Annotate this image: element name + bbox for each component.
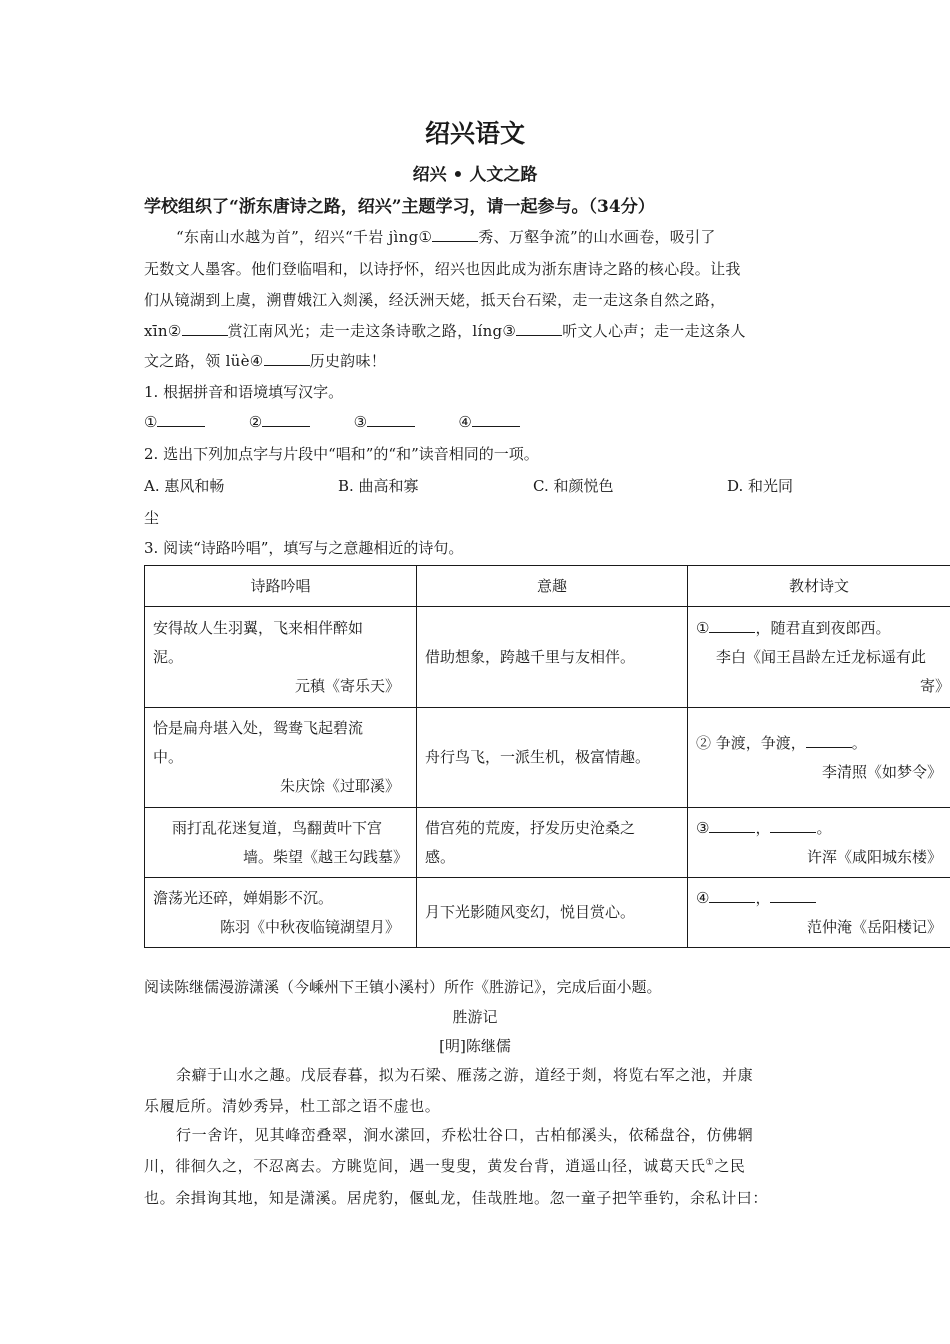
- poem-table: [144, 565, 950, 948]
- reading-line: 余癖于山水之趣。戊辰春暮，拟为石梁、雁荡之游，道经于剡，将览右军之池，并康: [176, 1066, 754, 1084]
- page-title: 绍兴语文: [424, 119, 525, 148]
- meaning-cell: 月下光影随风变幻，悦目赏心。: [417, 878, 688, 948]
- q2-prompt: 2. 选出下列加点字与片段中“唱和”的“和”读音相同的一项。: [144, 445, 539, 463]
- answer-blank[interactable]: [806, 733, 852, 748]
- q2-option-d[interactable]: D. 和光同: [727, 477, 794, 495]
- table-row: [145, 878, 950, 948]
- text-cell: ③ ， 。 许浑《咸阳城东楼》: [688, 808, 950, 878]
- poem-cell: 澹荡光还碎，婵娟影不沉。 陈羽《中秋夜临镜湖望月》: [145, 878, 417, 948]
- answer-blank[interactable]: [709, 618, 755, 633]
- table-header-row: [145, 566, 950, 607]
- reading-line: 川，徘徊久之，不忍离去。方眺览间，遇一叟叟，黄发台背，逍遥山径，诚葛天氏①之民: [144, 1157, 746, 1175]
- passage-line-2: 无数文人墨客。他们登临唱和，以诗抒怀，绍兴也因此成为浙东唐诗之路的核心段。让我: [144, 260, 741, 278]
- text-cell: ② 争渡，争渡， 。 李清照《如梦令》: [688, 708, 950, 808]
- meaning-cell: 借助想象，跨越千里与友相伴。: [417, 607, 688, 708]
- q2-option-b[interactable]: B. 曲高和寡: [338, 477, 419, 495]
- column-header: 教材诗文: [688, 566, 950, 607]
- poem-cell: 恰是扁舟堪入处，鸳鸯飞起碧流 中。 朱庆馀《过耶溪》: [145, 708, 417, 808]
- answer-blank[interactable]: [770, 888, 816, 903]
- column-header: 诗路吟唱: [145, 566, 417, 607]
- table-row: [145, 607, 950, 708]
- answer-blank[interactable]: [709, 888, 755, 903]
- reading-line: 乐履卮所。清妙秀异，杜工部之语不虚也。: [144, 1097, 441, 1115]
- q2-option-a[interactable]: A. 惠风和畅: [144, 477, 225, 495]
- poem-cell: 安得故人生羽翼，飞来相伴醉如 泥。 元稹《寄乐天》: [145, 607, 417, 708]
- reading-intro: 阅读陈继儒漫游潇溪（今嵊州下王镇小溪村）所作《胜游记》，完成后面小题。: [144, 978, 662, 996]
- answer-blank[interactable]: [709, 818, 755, 833]
- q2-option-d-continued: 尘: [144, 509, 160, 527]
- answer-blank[interactable]: [770, 818, 816, 833]
- meaning-cell: 舟行鸟飞，一派生机，极富情趣。: [417, 708, 688, 808]
- q3-prompt: 3. 阅读“诗路吟唱”，填写与之意趣相近的诗句。: [144, 539, 464, 557]
- q1-blank-3[interactable]: ③: [354, 412, 454, 431]
- passage-line-5: 文之路，领 lüè④ 历史韵味！: [144, 352, 387, 370]
- reading-author: [明]陈继儒: [439, 1037, 511, 1055]
- blank-4[interactable]: [264, 351, 310, 366]
- passage-line-1: “东南山水越为首”，绍兴“千岩 jìng① 秀、万壑争流”的山水画卷，吸引了: [176, 228, 716, 246]
- column-header: 意趣: [417, 566, 688, 607]
- q1-blank-1[interactable]: ①: [144, 412, 244, 431]
- meaning-cell: 借宫苑的荒废，抒发历史沧桑之 感。: [417, 808, 688, 878]
- section-heading: 学校组织了“浙东唐诗之路，绍兴”主题学习，请一起参与。（34分）: [144, 197, 655, 217]
- poem-cell: 雨打乱花迷复道，鸟翻黄叶下宫 墙。柴望《越王勾践墓》: [145, 808, 417, 878]
- passage-line-4: xīn② 赏江南风光；走一走这条诗歌之路，líng③ 听文人心声；走一走这条人: [144, 322, 746, 340]
- table-row: [145, 708, 950, 808]
- reading-line: 也。余揖询其地，知是潇溪。居虎豹，偃虬龙，佳哉胜地。忽一童子把竿垂钓，余私计曰：: [144, 1189, 769, 1207]
- passage-line-3: 们从镜湖到上虞，溯曹娥江入剡溪，经沃洲天姥，抵天台石梁，走一走这条自然之路，: [144, 291, 726, 309]
- blank-2[interactable]: [182, 321, 228, 336]
- text-cell: ④ ， 范仲淹《岳阳楼记》: [688, 878, 950, 948]
- page-subtitle: 绍兴 • 人文之路: [412, 165, 538, 185]
- q2-option-c[interactable]: C. 和颜悦色: [533, 477, 614, 495]
- blank-1[interactable]: [432, 227, 478, 242]
- q1-blank-4[interactable]: ④: [458, 412, 558, 431]
- q1-prompt: 1. 根据拼音和语境填写汉字。: [144, 383, 344, 401]
- q1-blanks: [144, 412, 558, 431]
- reading-line: 行一舍许，见其峰峦叠翠，涧水潆回，乔松壮谷口，古柏郁溪头，依稀盘谷，仿佛辋: [176, 1126, 754, 1144]
- reading-title: 胜游记: [452, 1008, 498, 1026]
- footnote-marker: ①: [705, 1158, 715, 1168]
- q1-blank-2[interactable]: ②: [249, 412, 349, 431]
- text-cell: ① ，随君直到夜郎西。 李白《闻王昌龄左迁龙标遥有此 寄》: [688, 607, 950, 708]
- blank-3[interactable]: [516, 321, 562, 336]
- table-row: [145, 808, 950, 878]
